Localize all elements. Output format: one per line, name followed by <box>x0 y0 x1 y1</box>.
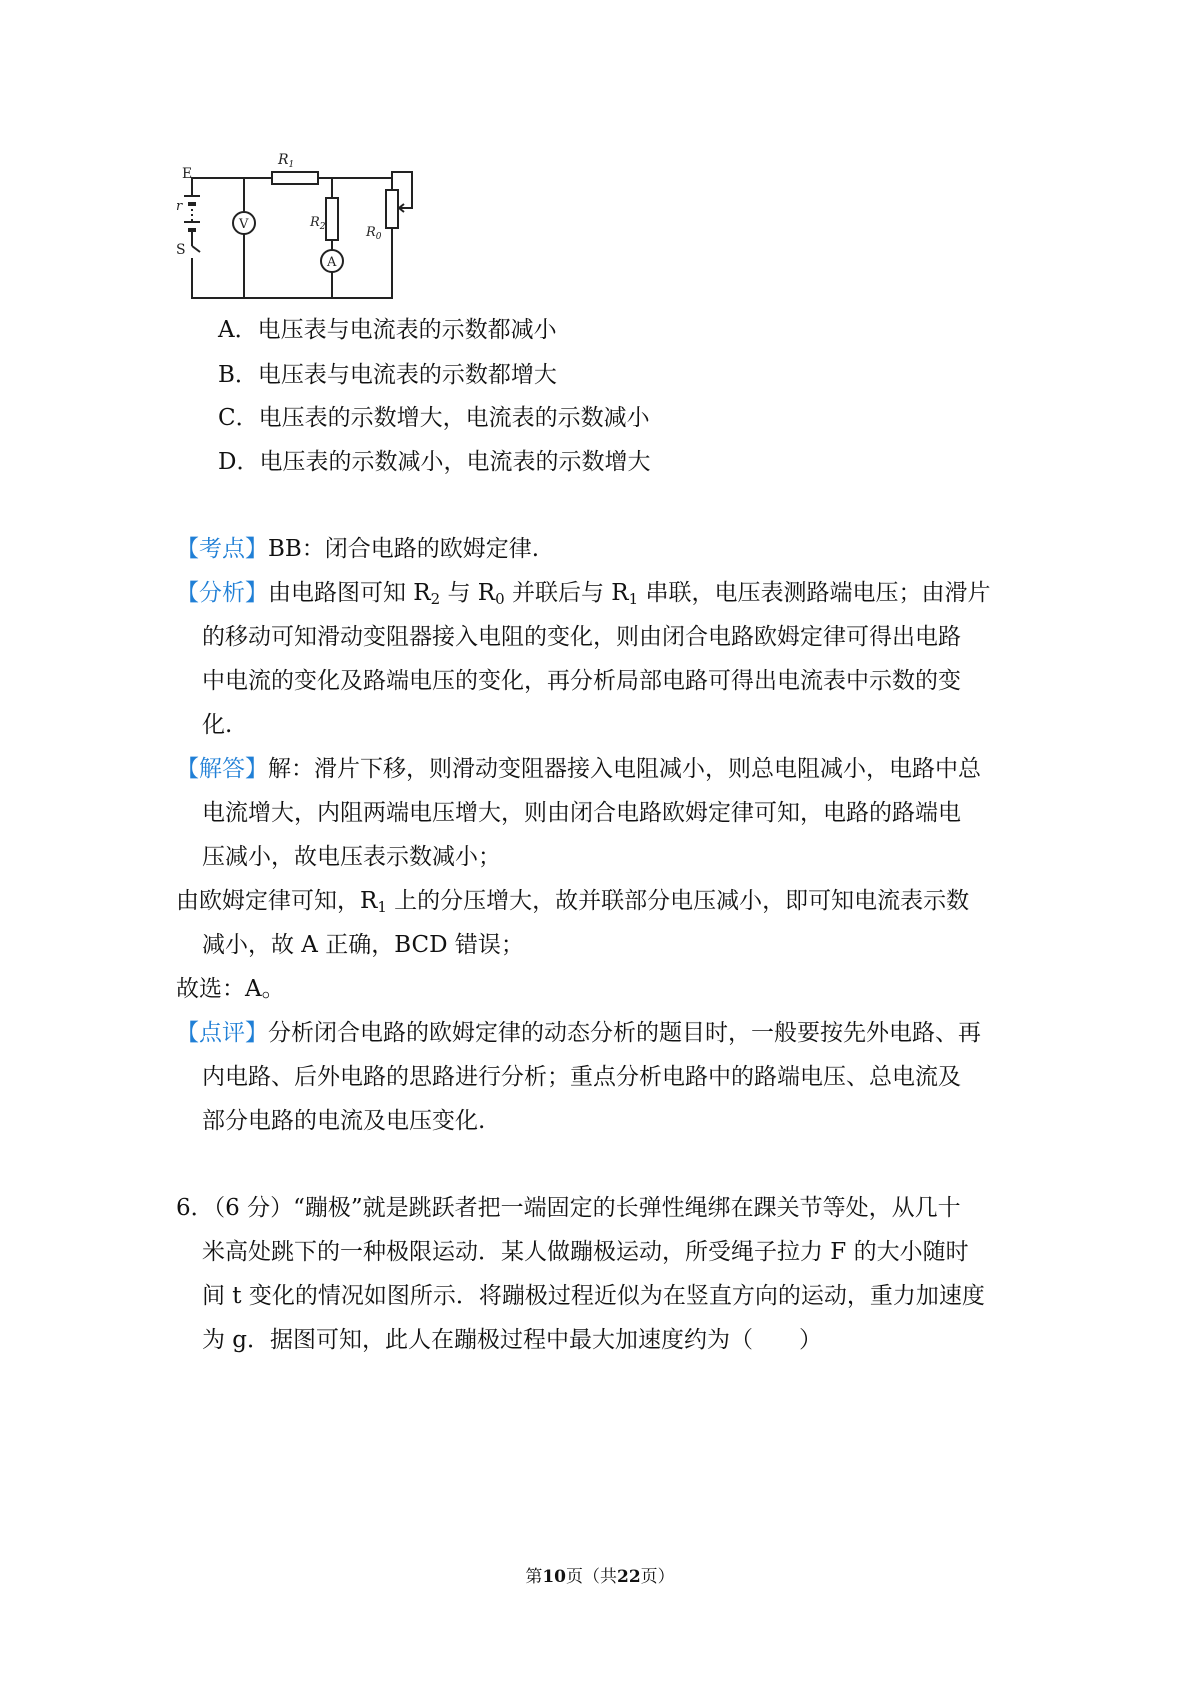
jieda-line-5: 减小，故 A 正确，BCD 错误； <box>202 932 524 958</box>
question6-line-1: 6．（6 分）“蹦极”就是跳跃者把一端固定的长弹性绳绑在踝关节等处，从几十 <box>176 1195 961 1221</box>
page-footer: 第10页（共22页） <box>525 1567 675 1587</box>
ammeter-icon: A <box>327 255 337 270</box>
question6-line-4: 为 g．据图可知，此人在蹦极过程中最大加速度约为（ ） <box>202 1327 823 1353</box>
jieda-line-3: 压减小，故电压表示数减小； <box>202 844 501 870</box>
fenxi-line-2: 的移动可知滑动变阻器接入电阻的变化，则由闭合电路欧姆定律可得出电路 <box>202 624 961 650</box>
label-r: r <box>176 199 183 214</box>
kaodian-line: 【考点】BB：闭合电路的欧姆定律. <box>176 536 540 562</box>
fenxi-line-3: 中电流的变化及路端电压的变化，再分析局部电路可得出电流表中示数的变 <box>202 668 961 694</box>
fenxi-line-1: 【分析】由电路图可知 $R_2$ 与 $R_0$ 并联后与 $R_1$ 串联，电压表测路端电压；由滑片 <box>176 580 991 608</box>
dianping-line-3: 部分电路的电流及电压变化. <box>202 1108 486 1134</box>
option-a: A．电压表与电流表的示数都减小 <box>218 317 557 343</box>
option-c: C．电压表的示数增大，电流表的示数减小 <box>218 405 650 431</box>
option-d: D．电压表的示数减小，电流表的示数增大 <box>218 449 651 475</box>
jieda-line-4: 由欧姆定律可知，$R_1$ 上的分压增大，故并联部分电压减小，即可知电流表示数 <box>176 888 970 916</box>
question6-line-2: 米高处跳下的一种极限运动．某人做蹦极运动，所受绳子拉力 F 的大小随时 <box>202 1239 969 1265</box>
jieda-line-1: 【解答】解：滑片下移，则滑动变阻器接入电阻减小，则总电阻减小，电路中总 <box>176 756 981 782</box>
label-R2: $R_2$ <box>310 215 326 232</box>
label-S: S <box>176 242 186 258</box>
jieda-line-2: 电流增大，内阻两端电压增大，则由闭合电路欧姆定律可知，电路的路端电 <box>202 800 961 826</box>
label-R1: $R_1$ <box>278 152 295 170</box>
option-b: B．电压表与电流表的示数都增大 <box>218 362 557 388</box>
label-R0: $R_0$ <box>366 225 382 242</box>
jieda-line-6: 故选：A。 <box>176 976 285 1002</box>
voltmeter-icon: V <box>239 217 249 232</box>
fenxi-line-4: 化. <box>202 712 233 738</box>
label-E: E <box>182 166 193 182</box>
dianping-line-1: 【点评】分析闭合电路的欧姆定律的动态分析的题目时，一般要按先外电路、再 <box>176 1020 981 1046</box>
circuit-diagram <box>176 150 470 330</box>
question6-line-3: 间 t 变化的情况如图所示．将蹦极过程近似为在竖直方向的运动，重力加速度 <box>202 1283 985 1309</box>
dianping-line-2: 内电路、后外电路的思路进行分析；重点分析电路中的路端电压、总电流及 <box>202 1064 961 1090</box>
